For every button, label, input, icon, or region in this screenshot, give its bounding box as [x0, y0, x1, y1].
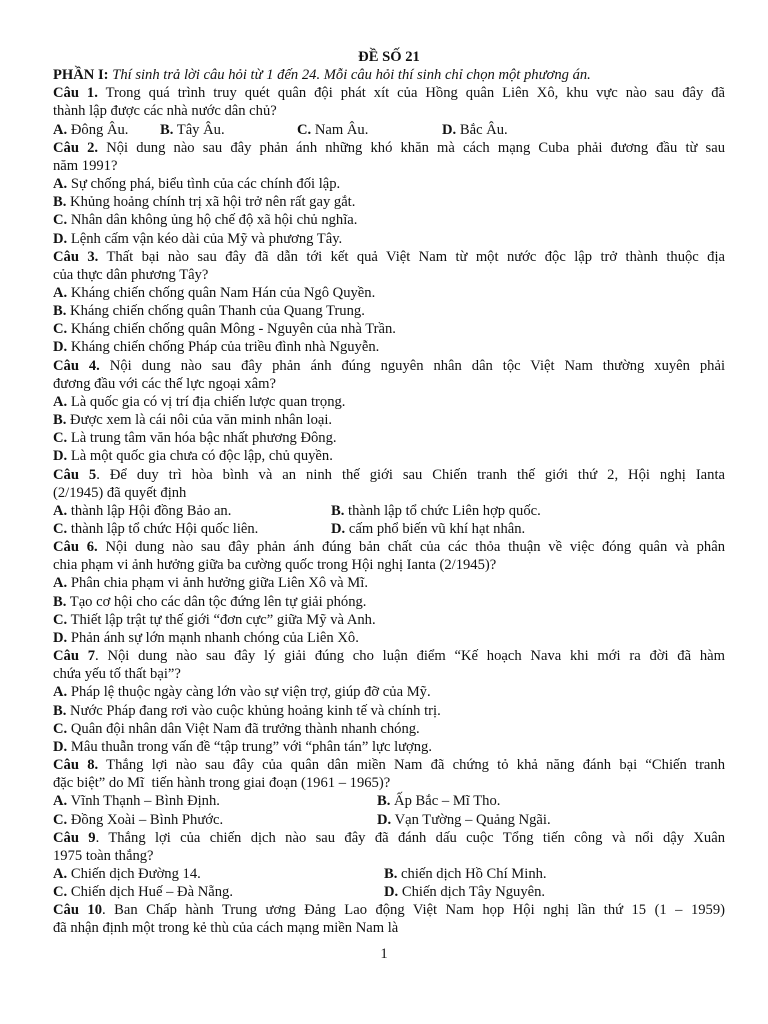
- option-a[interactable]: A. thành lập Hội đồng Bảo an.: [53, 502, 232, 519]
- question-8-stem: [53, 756, 725, 774]
- option-c[interactable]: C. Quân đội nhân dân Việt Nam đã trưởng thành nhanh chóng.: [53, 720, 420, 737]
- question-label: Câu 6.: [53, 539, 98, 556]
- option-d[interactable]: D. Bắc Âu.: [442, 121, 508, 138]
- question-text: . Thắng lợi của chiến dịch nào sau đây đã đánh dấu cuộc Tổng tiến công và nổi dậy Xuân: [95, 829, 725, 846]
- option-c[interactable]: C. Đồng Xoài – Bình Phước.: [53, 811, 224, 828]
- question-text: . Nội dung nào sau đây lý giải đúng cho luận điểm “Kế hoạch Nava khi mới ra đời đã hàm: [95, 648, 725, 665]
- question-label: Câu 9: [53, 829, 96, 846]
- option-c[interactable]: C. Kháng chiến chống quân Mông - Nguyên của nhà Trần.: [53, 321, 396, 338]
- option-b[interactable]: B. Được xem là cái nôi của văn minh nhân loại.: [53, 412, 333, 429]
- question-5-stem: [53, 466, 725, 484]
- question-text: Trong quá trình truy quét quân đội phát xít của Hồng quân Liên Xô, khu vực nào sau đây đã: [105, 85, 725, 102]
- option-b[interactable]: B. chiến dịch Hồ Chí Minh.: [384, 865, 547, 882]
- option-a[interactable]: A. Kháng chiến chống quân Nam Hán của Ngô Quyền.: [53, 285, 376, 302]
- option-b[interactable]: B. Tây Âu.: [160, 121, 225, 138]
- question-label: Câu 7: [53, 648, 96, 665]
- question-5-options-cd: [53, 520, 725, 538]
- option-c[interactable]: C. Nhân dân không ủng hộ chế độ xã hội chủ nghĩa.: [53, 212, 358, 229]
- option-a[interactable]: A. Phân chia phạm vi ảnh hưởng giữa Liên Xô và Mĩ.: [53, 575, 368, 592]
- option-b[interactable]: B. Kháng chiến chống quân Thanh của Quang Trung.: [53, 303, 365, 320]
- question-text-cont: (2/1945) đã quyết định: [53, 484, 187, 501]
- question-text: Nội dung nào sau đây phản ánh những khó khăn mà cách mạng Cuba phải đương đầu từ sau: [106, 139, 726, 156]
- question-label: Câu 5: [53, 466, 97, 483]
- option-a[interactable]: A. Đông Âu.: [53, 121, 129, 138]
- question-9-stem: [53, 829, 725, 847]
- option-d[interactable]: D. cấm phổ biến vũ khí hạt nhân.: [331, 521, 526, 538]
- question-6-stem: [53, 538, 725, 556]
- option-d[interactable]: D. Phản ánh sự lớn mạnh nhanh chóng của Liên Xô.: [53, 629, 359, 646]
- option-d[interactable]: D. Mâu thuẫn trong vấn đề “tập trung” với “phân tán” lực lượng.: [53, 738, 432, 755]
- question-label: Câu 1.: [53, 85, 98, 102]
- question-label: Câu 4.: [53, 357, 100, 374]
- exam-page: [53, 48, 725, 938]
- option-c[interactable]: C. Là trung tâm văn hóa bậc nhất phương Đông.: [53, 430, 337, 447]
- question-text-cont: năm 1991?: [53, 157, 118, 174]
- question-10-stem: [53, 901, 725, 919]
- option-a[interactable]: A. Là quốc gia có vị trí địa chiến lược quan trọng.: [53, 393, 346, 410]
- option-c[interactable]: C. Nam Âu.: [297, 121, 369, 138]
- option-d[interactable]: D. Chiến dịch Tây Nguyên.: [384, 884, 546, 901]
- option-b[interactable]: B. Khủng hoảng chính trị xã hội trở nên rất gay gắt.: [53, 194, 356, 211]
- question-5-options-ab: [53, 502, 725, 520]
- option-b[interactable]: B. Tạo cơ hội cho các dân tộc đứng lên tự giải phóng.: [53, 593, 367, 610]
- question-text-cont: chia phạm vi ảnh hưởng giữa ba cường quốc trong Hội nghị Ianta (2/1945)?: [53, 557, 497, 574]
- question-text-cont: 1975 toàn thắng?: [53, 847, 154, 864]
- question-text-cont: chứa yếu tố thất bại”?: [53, 666, 181, 683]
- exam-title: ĐỀ SỐ 21: [358, 49, 420, 65]
- part-instruction: [53, 66, 725, 84]
- option-d[interactable]: D. Là một quốc gia chưa có độc lập, chủ quyền.: [53, 448, 333, 465]
- question-8-options-cd: [53, 811, 725, 829]
- option-a[interactable]: A. Chiến dịch Đường 14.: [53, 865, 201, 882]
- option-b[interactable]: B. Ấp Bắc – Mĩ Tho.: [377, 793, 501, 810]
- option-b[interactable]: B. Nước Pháp đang rơi vào cuộc khủng hoảng kinh tế và chính trị.: [53, 702, 441, 719]
- question-text-cont: đặc biệt” do Mĩ tiến hành trong giai đoạn (1961 – 1965)?: [53, 775, 391, 792]
- question-7-stem: [53, 647, 725, 665]
- question-text: Nội dung nào sau đây phản ánh đúng nguyên nhân dân tộc Việt Nam thường xuyên phải: [109, 357, 726, 374]
- question-text-cont: đã nhận định một trong kẻ thù của cách mạng miền Nam là: [53, 920, 399, 937]
- question-label: Câu 8.: [53, 757, 99, 774]
- question-text-cont: đương đầu với các thế lực ngoại xâm?: [53, 375, 276, 392]
- option-d[interactable]: D. Kháng chiến chống Pháp của triều đình nhà Nguyễn.: [53, 339, 380, 356]
- option-a[interactable]: A. Sự chống phá, biểu tình của các chính đối lập.: [53, 176, 341, 193]
- question-1-options: [53, 121, 725, 139]
- option-d[interactable]: D. Lệnh cấm vận kéo dài của Mỹ và phương Tây.: [53, 230, 343, 247]
- question-text: Thất bại nào sau đây đã dẫn tới kết quả Việt Nam từ một nước độc lập trở thành thuộc địa: [106, 248, 726, 265]
- option-d[interactable]: D. Vạn Tường – Quảng Ngãi.: [377, 811, 551, 828]
- option-c[interactable]: C. Thiết lập trật tự thế giới “đơn cực” giữa Mỹ và Anh.: [53, 611, 376, 628]
- question-4-stem: [53, 357, 725, 375]
- option-c[interactable]: C. Chiến dịch Huế – Đà Nẵng.: [53, 884, 233, 901]
- question-label: Câu 10: [53, 902, 103, 919]
- question-text: . Ban Chấp hành Trung ương Đảng Lao động Việt Nam họp Hội nghị lần thứ 15 (1 – 1959): [102, 902, 725, 919]
- question-text: Thắng lợi nào sau đây của quân dân miền Nam đã chứng tỏ khả năng đánh bại “Chiến tranh: [106, 757, 726, 774]
- question-label: Câu 2.: [53, 139, 99, 156]
- question-text-cont: thành lập được các nhà nước dân chủ?: [53, 103, 277, 120]
- question-9-options-cd: [53, 883, 725, 901]
- part-label: PHẦN I:: [53, 67, 109, 84]
- question-8-options-ab: [53, 792, 725, 810]
- question-3-stem: [53, 248, 725, 266]
- question-2-stem: [53, 139, 725, 157]
- question-text: Nội dung nào sau đây phản ánh đúng bản chất của các thỏa thuận về việc đóng quân và phân: [105, 539, 725, 556]
- question-text-cont: của thực dân phương Tây?: [53, 266, 209, 283]
- question-9-options-ab: [53, 865, 725, 883]
- option-a[interactable]: A. Pháp lệ thuộc ngày càng lớn vào sự viện trợ, giúp đỡ của Mỹ.: [53, 684, 431, 701]
- question-label: Câu 3.: [53, 248, 99, 265]
- option-a[interactable]: A. Vĩnh Thạnh – Bình Định.: [53, 793, 220, 810]
- question-1-stem: [53, 84, 725, 102]
- question-text: . Để duy trì hòa bình và an ninh thế giới sau Chiến tranh thế giới thứ 2, Hội nghị Ianta: [96, 466, 725, 483]
- option-b[interactable]: B. thành lập tổ chức Liên hợp quốc.: [331, 502, 541, 519]
- option-c[interactable]: C. thành lập tổ chức Hội quốc liên.: [53, 521, 259, 538]
- page-number: 1: [380, 946, 388, 962]
- part-instruction-text: Thí sinh trả lời câu hỏi từ 1 đến 24. Mỗi câu hỏi thí sinh chỉ chọn một phương án.: [112, 67, 591, 84]
